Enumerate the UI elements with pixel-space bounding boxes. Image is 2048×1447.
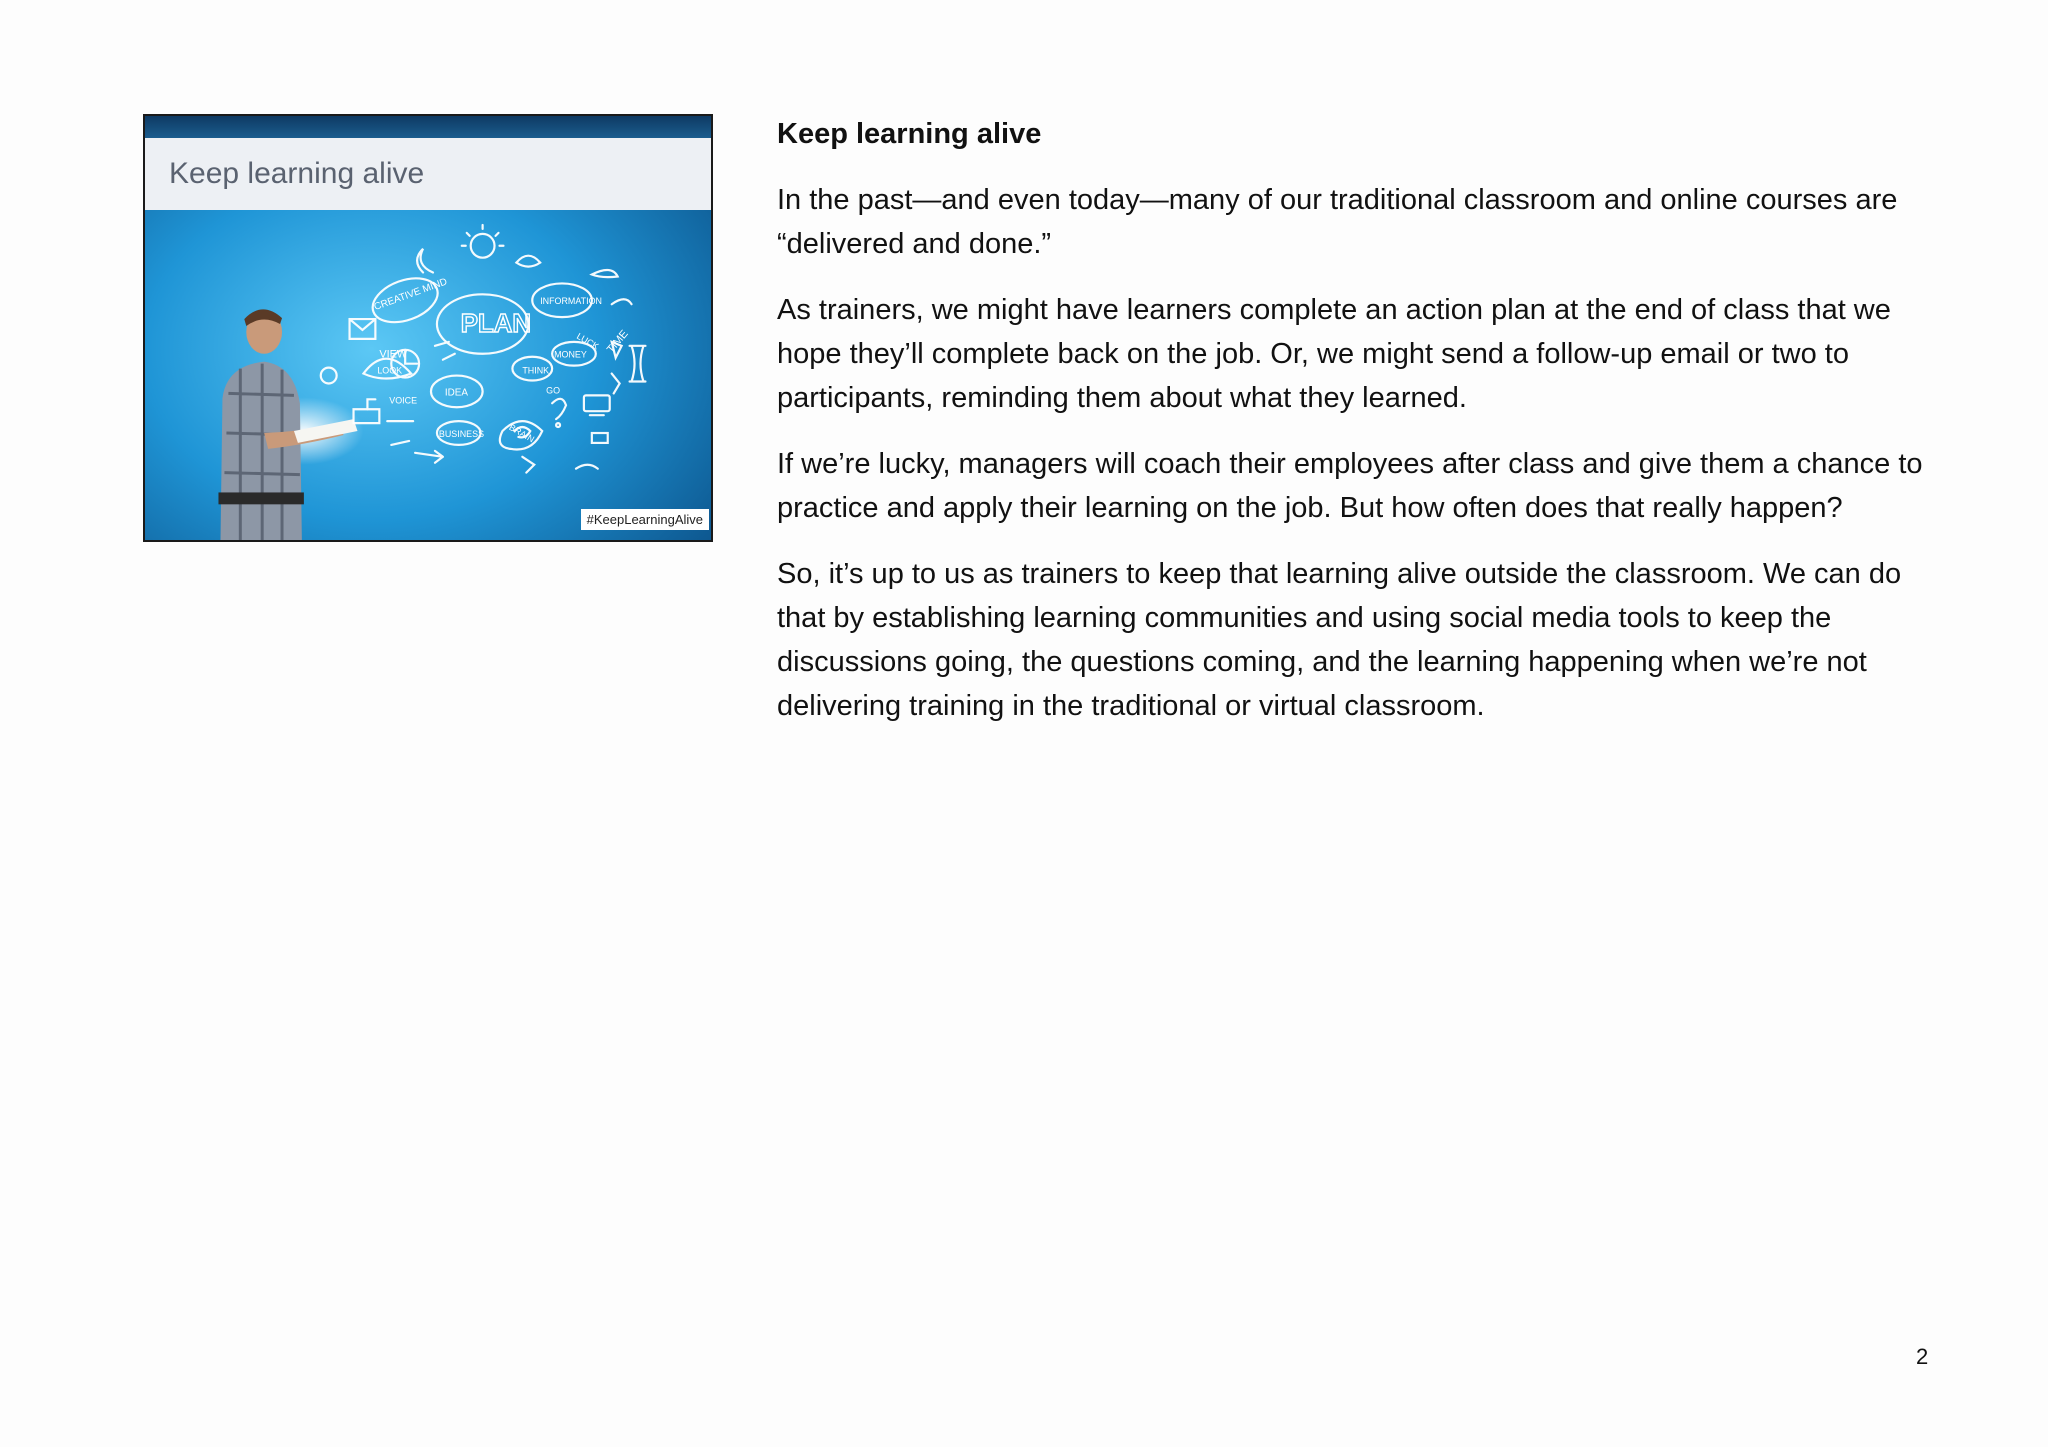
slide-title: Keep learning alive [145, 138, 711, 210]
doodle-view-label: VIEW [379, 348, 408, 361]
doodle-information-label: INFORMATION [540, 296, 602, 307]
doodle-look-label: LOOK [377, 365, 403, 376]
notes-paragraph: In the past—and even today—many of our traditional classroom and online courses are “delivered and done.” [777, 184, 1898, 260]
notes-paragraph: If we’re lucky, managers will coach their employees after class and give them a chance to practice and apply their learning on the job. But how often does that really happen? [777, 448, 1923, 524]
slide-hashtag: #KeepLearningAlive [581, 509, 709, 530]
doodle-money-label: MONEY [554, 349, 587, 360]
slide-thumbnail [143, 114, 713, 542]
speaker-notes [777, 112, 1957, 750]
notes-paragraph: So, it’s up to us as trainers to keep that learning alive outside the classroom. We can do that by establishing learning communities and using social media tools to keep the discussions going, the questions coming, and the learning happening when we’re not delivering training in the traditional or virtual classroom. [777, 558, 1902, 722]
doodle-think-label: THINK [522, 365, 550, 376]
doodle-go-label: GO [546, 385, 561, 396]
doodle-business-label: BUSINESS [438, 428, 485, 439]
doodle-creative-label: CREATIVE MIND [372, 276, 449, 313]
doodle-idea-label: IDEA [444, 387, 469, 399]
notes-heading: Keep learning alive [777, 118, 1042, 150]
page-number: 2 [1916, 1344, 1929, 1369]
doodle-voice-label: VOICE [389, 395, 418, 406]
doodle-brain-label: BRAIN [507, 422, 537, 445]
doodle-luck-label: LUCK [574, 330, 601, 352]
doodle-time-label: TIME [604, 328, 631, 356]
notes-paragraph: As trainers, we might have learners complete an action plan at the end of class that we hope they’ll complete back on the job. Or, we might send a follow-up email or two to participants, reminding them about what they learned. [777, 294, 1891, 414]
doodle-plan-label: PLAN [460, 309, 531, 338]
